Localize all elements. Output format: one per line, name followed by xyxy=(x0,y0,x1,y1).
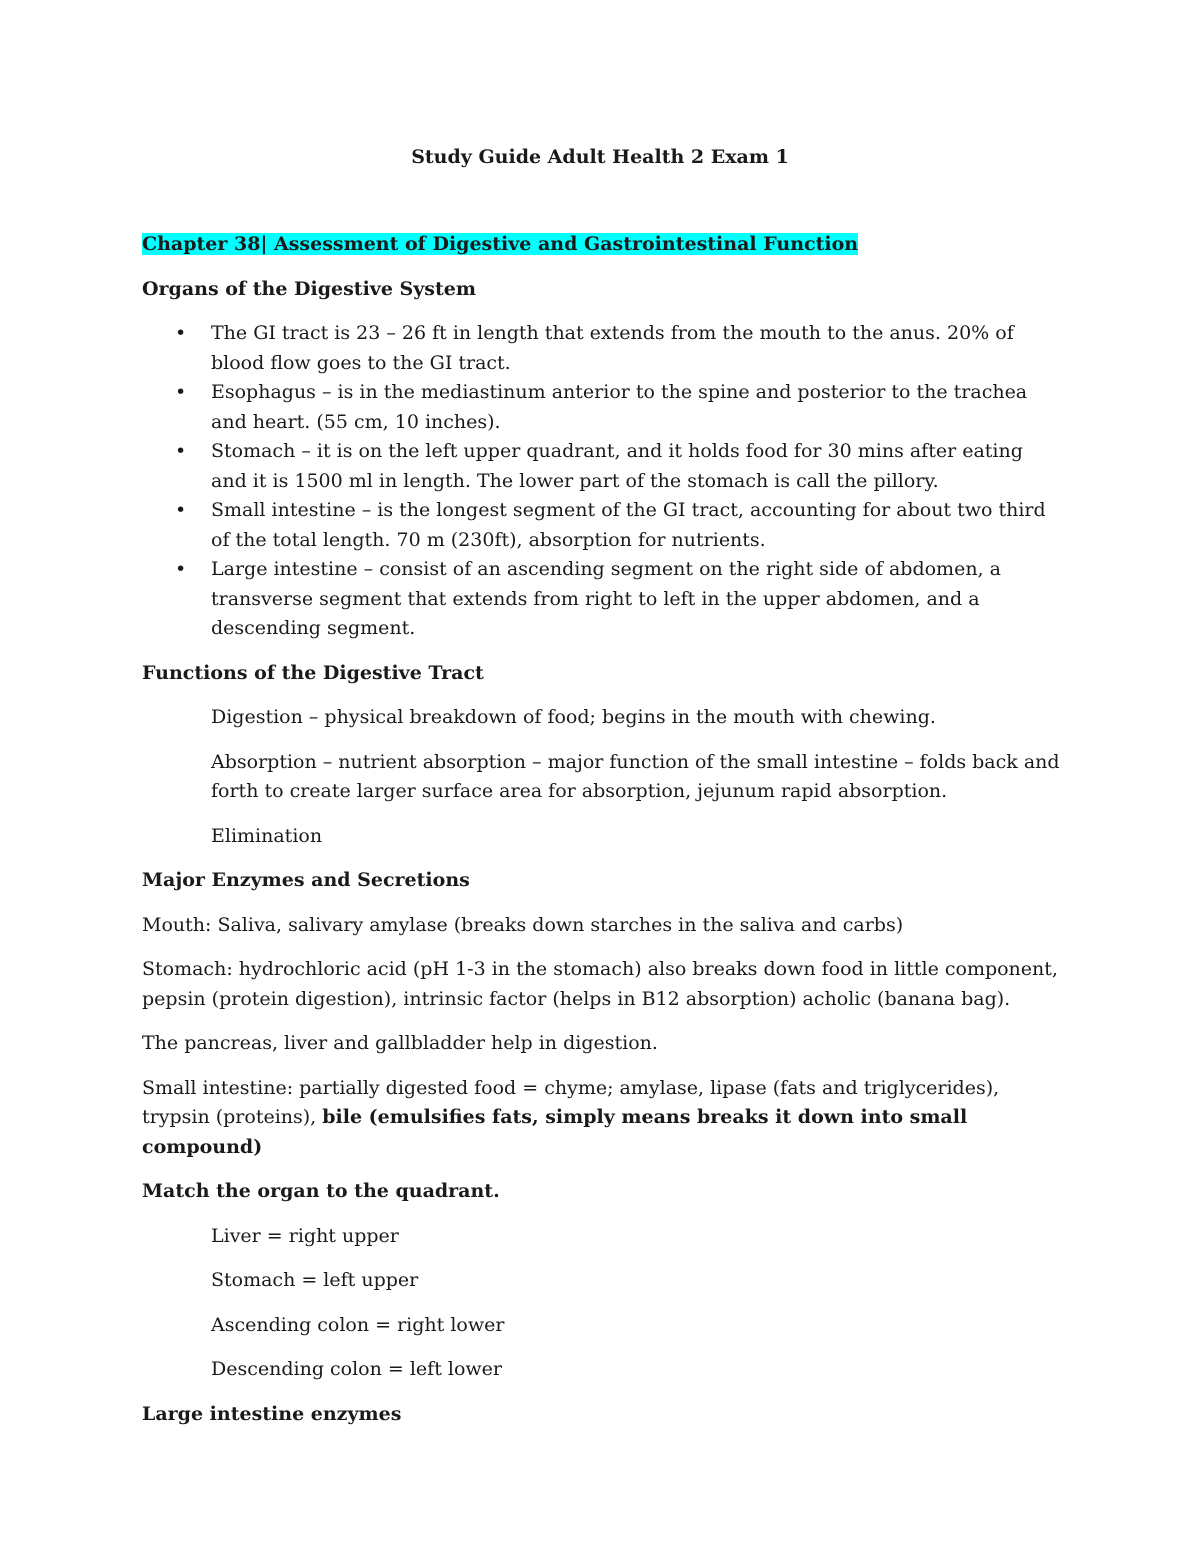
document-body xyxy=(142,230,1062,1444)
list-item-text: Esophagus – is in the mediastinum anterior to the spine and posterior to the trachea and heart. (55 cm, 10 inches). xyxy=(211,381,1028,433)
quadrant-ascending-colon: Ascending colon = right lower xyxy=(211,1313,505,1336)
list-item xyxy=(142,496,1062,555)
quadrant-stomach: Stomach = left upper xyxy=(211,1269,419,1291)
list-item xyxy=(142,319,1062,378)
list-item xyxy=(142,378,1062,437)
quadrant-liver: Liver = right upper xyxy=(211,1224,399,1247)
enzymes-accessory-organs: The pancreas, liver and gallbladder help in digestion. xyxy=(142,1032,658,1054)
section-heading-quadrants: Match the organ to the quadrant. xyxy=(142,1180,500,1202)
enzymes-small-intestine xyxy=(142,1074,1062,1163)
section-heading-large-intestine: Large intestine enzymes xyxy=(142,1402,402,1425)
document-title: Study Guide Adult Health 2 Exam 1 xyxy=(411,146,789,168)
list-item-text: The GI tract is 23 – 26 ft in length that extends from the mouth to the anus. 20% of blood flow goes to the GI tract. xyxy=(211,322,1014,374)
section-heading-functions: Functions of the Digestive Tract xyxy=(142,661,484,684)
function-digestion: Digestion – physical breakdown of food; begins in the mouth with chewing. xyxy=(211,706,936,728)
list-item-text: Large intestine – consist of an ascending segment on the right side of abdomen, a transverse segment that extends from right to left in the upper abdomen, and a descending segment. xyxy=(211,558,1001,639)
list-item-text: Small intestine – is the longest segment of the GI tract, accounting for about two third of the total length. 70 m (230ft), absorption for nutrients. xyxy=(211,499,1046,551)
bullet-icon: • xyxy=(175,499,187,521)
small-intestine-text: Small intestine: partially digested food = chyme; amylase, lipase (fats and triglycerides), trypsin (proteins), xyxy=(142,1076,1000,1128)
list-item xyxy=(142,555,1062,644)
function-absorption: Absorption – nutrient absorption – major function of the small intestine – folds back and forth to create larger surface area for absorption, jejunum rapid absorption. xyxy=(211,750,1060,802)
quadrant-descending-colon: Descending colon = left lower xyxy=(211,1358,502,1380)
chapter-heading-highlight: Chapter 38| Assessment of Digestive and Gastrointestinal Function xyxy=(142,233,859,255)
function-elimination: Elimination xyxy=(211,824,323,847)
bullet-icon: • xyxy=(175,440,187,462)
organs-bullet-list xyxy=(142,319,1062,644)
bullet-icon: • xyxy=(175,322,187,344)
bullet-icon: • xyxy=(175,381,187,403)
bullet-icon: • xyxy=(175,558,187,580)
small-intestine-bile-bold: bile (emulsifies fats, simply means breaks it down into small compound) xyxy=(142,1106,968,1158)
enzymes-mouth: Mouth: Saliva, salivary amylase (breaks down starches in the saliva and carbs) xyxy=(142,913,904,936)
enzymes-stomach: Stomach: hydrochloric acid (pH 1-3 in the stomach) also breaks down food in little component, pepsin (protein digestion), intrinsic factor (helps in B12 absorption) acholic (banana bag). xyxy=(142,958,1058,1010)
section-heading-organs: Organs of the Digestive System xyxy=(142,277,476,300)
section-heading-enzymes: Major Enzymes and Secretions xyxy=(142,869,470,891)
list-item xyxy=(142,437,1062,496)
list-item-text: Stomach – it is on the left upper quadrant, and it holds food for 30 mins after eating and it is 1500 ml in length. The lower part of the stomach is call the pillory. xyxy=(211,440,1023,492)
chapter-heading xyxy=(142,230,1062,260)
